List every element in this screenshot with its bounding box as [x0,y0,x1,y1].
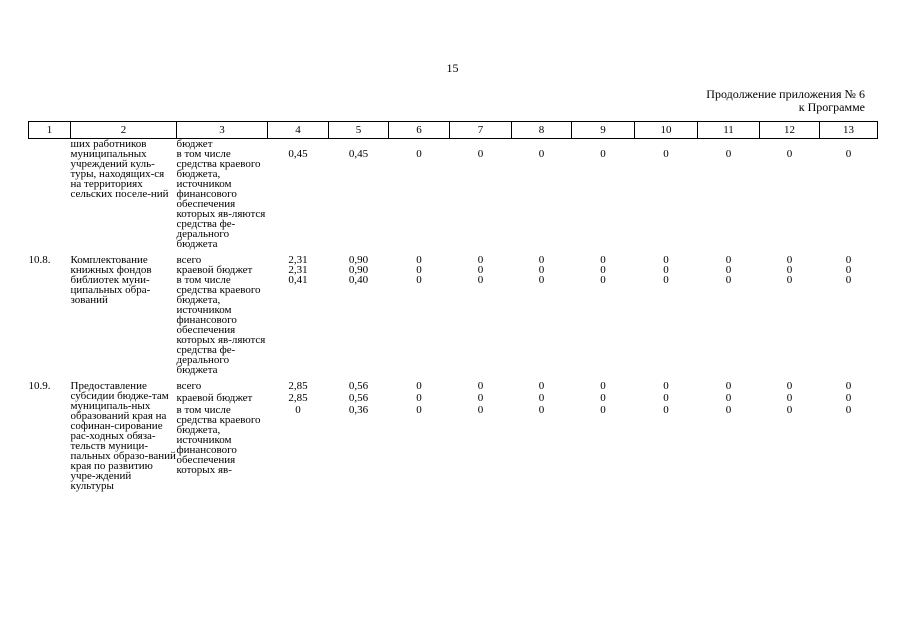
value-cell: 0 [725,254,732,266]
value-cell: 2,31 [288,254,308,266]
value-cell: 0,90 [348,254,369,266]
column-header: 11 [698,122,760,139]
value-cell: 0 [845,392,852,405]
column-header: 7 [450,122,512,139]
value-cell: 0 [845,148,852,160]
column-header: 6 [389,122,450,139]
value-cell: 0 [600,404,606,417]
value-cell: 0,36 [348,404,369,417]
item-name: Предоставление субсидии бюдже-там муниципаль-ных образований края на софинан-сирование рас-ходных обяза-тельств муници-пальных образо-ваний края по развитию учре-ждений культуры [70,380,176,492]
value-cell: 0 [663,380,669,392]
value-cell: 0 [786,254,793,266]
value-cell: 0 [600,148,606,160]
value-cell: 0 [725,264,732,276]
value-cell: 0 [845,274,852,286]
value-cell: 0 [538,404,545,417]
value-cell: 0 [845,254,852,266]
value-cell: 0 [663,404,669,417]
value-cell: 0 [845,380,852,392]
value-cell: 0,45 [288,148,308,160]
value-cell: 0 [600,274,606,286]
value-cell: 0 [416,392,422,405]
appendix-caption [706,88,865,114]
value-cell: 0 [600,264,606,276]
value-cell: 0 [295,404,301,417]
value-cell: 0 [600,254,606,266]
column-number-row [29,122,878,139]
value-cell: 0 [416,254,422,266]
value-cell: 0 [416,148,422,160]
value-cell: 0 [538,380,545,392]
value-cell: 0 [416,404,422,417]
column-header: 3 [177,122,268,139]
value-cell: 0 [786,148,793,160]
column-header: 8 [512,122,572,139]
value-cell: 0 [725,392,732,405]
value-cell: 0 [786,380,793,392]
value-cell: 0 [416,380,422,392]
budget-table [28,121,878,491]
item-index: 10.8. [28,254,51,266]
column-header: 9 [572,122,635,139]
value-cell: 0 [725,404,732,417]
funding-source: краевой бюджет [176,264,253,276]
funding-source: всего [176,254,202,266]
funding-source: всего [176,380,202,392]
funding-source: в том числе средства краевого бюджета, источником финансового обеспечения которых яв-ляются средства фе-дерального бюджета [176,274,266,376]
value-cell: 0 [786,404,793,417]
column-header: 13 [820,122,878,139]
value-cell: 0 [477,254,484,266]
item-index [29,149,71,255]
value-cell: 0 [663,148,669,160]
value-cell: 0 [416,274,422,286]
value-cell: 0 [538,264,545,276]
column-header: 4 [268,122,329,139]
value-cell: 0 [477,274,484,286]
value-cell: 0 [725,148,732,160]
table-row [29,255,878,265]
funding-source: бюджет [176,138,213,150]
value-cell: 0 [416,264,422,276]
column-header: 12 [760,122,820,139]
value-cell: 2,85 [288,392,308,405]
value-cell: 0 [477,264,484,276]
value-cell: 0 [786,274,793,286]
value-cell: 0,45 [348,148,369,160]
value-cell: 0 [845,264,852,276]
value-cell: 0 [845,404,852,417]
value-cell: 0 [538,148,545,160]
value-cell: 0,40 [348,274,369,286]
value-cell: 0,90 [348,264,369,276]
value-cell: 0 [725,274,732,286]
value-cell: 0 [538,392,545,405]
value-cell: 0 [663,274,669,286]
value-cell: 2,31 [288,264,308,276]
value-cell: 0 [477,148,484,160]
appendix-line-2: к Программе [798,100,865,114]
item-name: Комплектование книжных фондов библиотек муни-ципальных обра-зований [70,254,152,306]
page-number: 15 [446,61,459,75]
column-header: 10 [635,122,698,139]
funding-source: краевой бюджет [176,392,253,405]
value-cell: 0 [663,392,669,405]
value-cell: 0 [786,264,793,276]
value-cell: 0 [663,254,669,266]
value-cell: 0 [663,264,669,276]
column-header: 1 [29,122,71,139]
column-header: 2 [71,122,177,139]
table-row [29,381,878,393]
value-cell: 0 [600,392,606,405]
value-cell: 0,41 [288,274,308,286]
value-cell: 0 [600,380,606,392]
value-cell: 0,56 [348,380,369,392]
value-cell: 0 [725,380,732,392]
value-cell: 2,85 [288,380,308,392]
appendix-line-1: Продолжение приложения № 6 [706,87,865,101]
value-cell: 0 [538,274,545,286]
value-cell: 0 [786,392,793,405]
funding-source: в том числе средства краевого бюджета, источником финансового обеспечения которых яв- [176,404,261,477]
table-row [29,139,878,150]
item-index: 10.9. [28,380,51,392]
value-cell: 0 [477,380,484,392]
value-cell: 0,56 [348,392,369,405]
item-index [29,139,71,150]
value-cell: 0 [477,392,484,405]
item-name: ших работников муниципальных учреждений куль-туры, находящих-ся на территориях сельских поселе-ний [70,138,169,200]
column-header: 5 [329,122,389,139]
value-cell: 0 [538,254,545,266]
funding-source: в том числе средства краевого бюджета, источником финансового обеспечения которых яв-ляются средства фе-дерального бюджета [176,148,266,250]
value-cell: 0 [477,404,484,417]
